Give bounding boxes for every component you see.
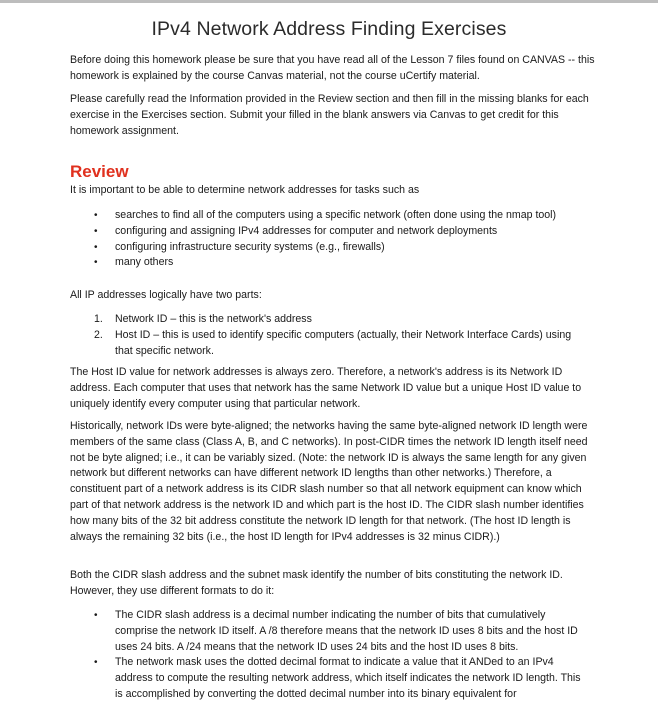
bullet-icon: •	[94, 241, 98, 253]
bullet-icon: •	[94, 210, 98, 221]
format-list	[0, 608, 658, 703]
list-item: 1. Network ID – this is the network's address	[94, 313, 312, 325]
review-heading: Review	[70, 162, 129, 181]
list-item: • searches to find all of the computers using a specific network (often done using the nmap tool)	[0, 208, 595, 224]
review-lead: It is important to be able to determine network addresses for tasks such as	[70, 184, 420, 196]
list-item: • The network mask uses the dotted decimal format to indicate a value that it ANDed to an IPv4 address to compute the resulting network address, which itself indicates the network ID length. This is accomplished by converting the dotted decimal number into its binary equivalent for	[94, 656, 581, 700]
hostid-paragraph: The Host ID value for network addresses is always zero. Therefore, a network's address is its Network ID address. Each computer that uses that network has the same Network ID value but a unique Host ID value to uniquely identify every computer using that particular network.	[70, 366, 582, 410]
list-item: • configuring and assigning IPv4 addresses for computer and network deployments	[0, 224, 595, 240]
list-item: • configuring infrastructure security systems (e.g., firewalls)	[0, 240, 595, 256]
intro-paragraph-2: Please carefully read the Information provided in the Review section and then fill in the missing blanks for each exercise in the Exercises section. Submit your filled in the blank answers via Canvas to get credit for this homework assignment.	[70, 93, 589, 137]
parts-list	[0, 312, 658, 359]
bullet-icon: •	[94, 257, 98, 269]
list-item: • The CIDR slash address is a decimal number indicating the number of bits that cumulatively comprise the network ID itself. A /8 therefore means that the network ID uses 8 bits and the host ID uses 24 bits. A /24 means that the network ID uses 24 bits and the host ID uses 8 bits.	[94, 609, 578, 653]
list-item: • many others	[0, 255, 595, 271]
list-item: 2. Host ID – this is used to identify specific computers (actually, their Network Interface Cards) using that specific network.	[94, 328, 572, 357]
intro-paragraph-1: Before doing this homework please be sure that you have read all of the Lesson 7 files found on CANVAS -- this homework is explained by the course Canvas material, not the course uCertify material.	[70, 54, 595, 82]
tasks-list	[0, 208, 658, 271]
cidr-mask-paragraph: Both the CIDR slash address and the subnet mask identify the number of bits constituting the network ID. However, they use different formats to do it:	[70, 569, 563, 597]
bullet-icon: •	[94, 610, 98, 621]
bullet-icon: •	[94, 225, 98, 237]
parts-lead: All IP addresses logically have two parts:	[70, 289, 262, 301]
page-title: IPv4 Network Address Finding Exercises	[151, 18, 507, 40]
bullet-icon: •	[94, 657, 98, 669]
history-paragraph: Historically, network IDs were byte-aligned; the networks having the same byte-aligned network ID length were members of the same class (Class A, B, and C networks). In post-CIDR times the network ID length itself need not be byte aligned; i.e., it can be variably sized. (Note: the network ID is always the same length for any given network but different networks can have different network ID lengths than other networks.) Therefore, a constituent part of a network address is its CIDR slash number so that all network equipment can know which part of that network address is the network ID and which part is the host ID. The CIDR slash number identifies how many bits of the 32 bit address constitute the network ID length for that network. (The host ID length is always the remaining 32 bits (i.e., the host ID length for IPv4 addresses is 32 minus CIDR).)	[70, 420, 588, 543]
